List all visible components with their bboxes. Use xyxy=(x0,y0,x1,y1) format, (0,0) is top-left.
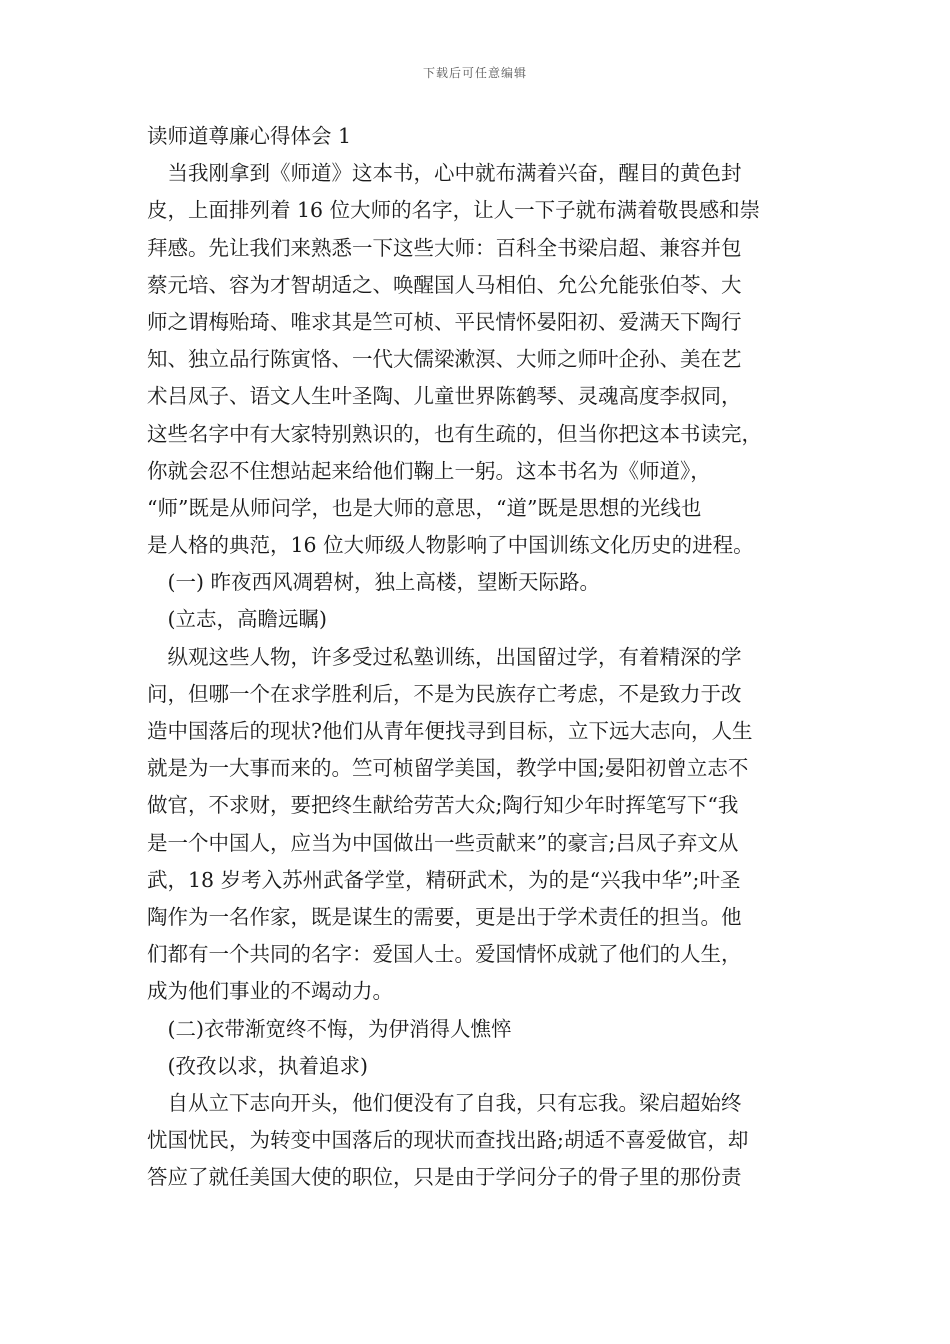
text-line: 这些名字中有大家特别熟识的，也有生疏的，但当你把这本书读完， xyxy=(147,421,762,446)
text-line: 当我刚拿到《师道》这本书，心中就布满着兴奋，醒目的黄色封 xyxy=(147,161,742,186)
text-line: 是人格的典范，16 位大师级人物影响了中国训练文化历史的进程。 xyxy=(147,533,754,558)
text-line: 蔡元培、容为才智胡适之、唤醒国人马相伯、允公允能张伯苓、大 xyxy=(147,272,742,297)
text-line: 皮，上面排列着 16 位大师的名字，让人一下子就布满着敬畏感和崇 xyxy=(147,198,761,223)
text-line: 就是为一大事而来的。竺可桢留学美国，教学中国;晏阳初曾立志不 xyxy=(147,756,749,781)
text-line: 陶作为一名作家，既是谋生的需要，更是出于学术责任的担当。他 xyxy=(147,904,742,929)
section-heading: (一) 昨夜西风凋碧树，独上高楼，望断天际路。 xyxy=(147,570,601,595)
text-line: 是一个中国人，应当为中国做出一些贡献来”的豪言;吕凤子弃文从 xyxy=(147,830,739,855)
document-body xyxy=(147,118,819,1196)
text-line: 术吕凤子、语文人生叶圣陶、儿童世界陈鹤琴、灵魂高度李叔同， xyxy=(147,384,742,409)
text-line: 问，但哪一个在求学胜利后，不是为民族存亡考虑，不是致力于改 xyxy=(147,681,742,706)
text-line: 武，18 岁考入苏州武备学堂，精研武术，为的是“兴我中华”;叶圣 xyxy=(147,867,741,892)
document-title: 读师道尊廉心得体会 1 xyxy=(147,124,352,148)
text-line: 做官，不求财，要把终生献给劳苦大众;陶行知少年时挥笔写下“我 xyxy=(147,793,739,818)
text-line: 答应了就任美国大使的职位，只是由于学问分子的骨子里的那份责 xyxy=(147,1165,742,1190)
text-line: 拜感。先让我们来熟悉一下这些大师：百科全书梁启超、兼容并包 xyxy=(147,235,742,260)
text-line: 成为他们事业的不竭动力。 xyxy=(147,979,393,1004)
text-line: 知、独立品行陈寅恪、一代大儒梁漱溟、大师之师叶企孙、美在艺 xyxy=(147,347,742,372)
text-line: 纵观这些人物，许多受过私塾训练，出国留过学，有着精深的学 xyxy=(147,644,742,669)
text-line: 们都有一个共同的名字：爱国人士。爱国情怀成就了他们的人生， xyxy=(147,942,742,967)
section-subheading: (立志，高瞻远瞩) xyxy=(147,607,327,632)
text-line: 造中国落后的现状?他们从青年便找寻到目标，立下远大志向，人生 xyxy=(147,719,753,743)
header-note: 下载后可任意编辑 xyxy=(422,66,527,80)
section-subheading: (孜孜以求，执着追求) xyxy=(147,1053,368,1078)
text-line: 你就会忍不住想站起来给他们鞠上一躬。这本书名为《师道》， xyxy=(147,458,711,483)
text-line: 自从立下志向开头，他们便没有了自我，只有忘我。梁启超始终 xyxy=(147,1090,742,1115)
text-line: “师”既是从师问学，也是大师的意思，“道”既是思想的光线也 xyxy=(147,495,702,520)
section-heading: (二)衣带渐宽终不悔，为伊消得人憔悴 xyxy=(147,1016,512,1041)
text-line: 师之谓梅贻琦、唯求其是竺可桢、平民情怀晏阳初、爱满天下陶行 xyxy=(147,309,742,334)
text-line: 忧国忧民，为转变中国落后的现状而查找出路;胡适不喜爱做官，却 xyxy=(147,1128,749,1153)
